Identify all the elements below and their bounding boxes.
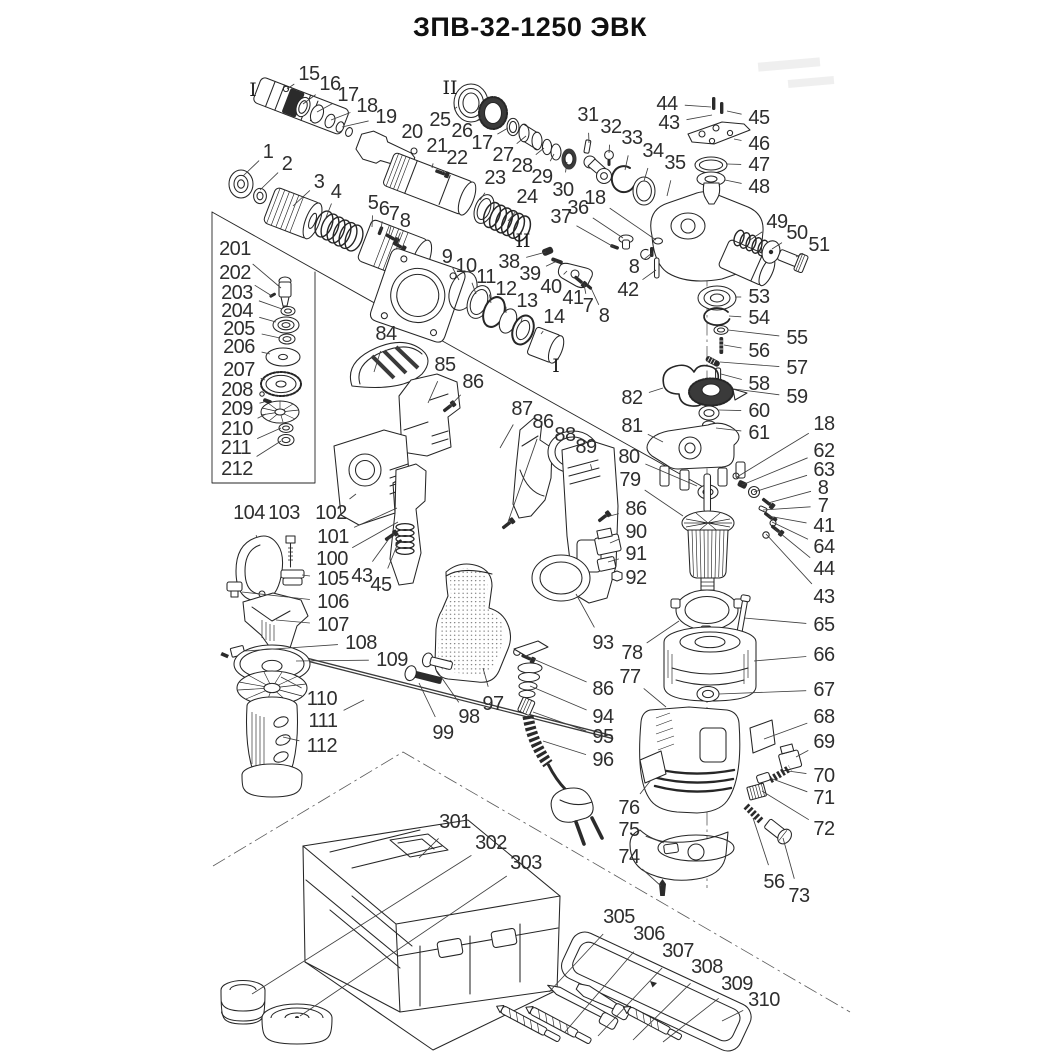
leader-line: [344, 700, 364, 710]
leader-line: [783, 838, 794, 879]
leader-line: [259, 317, 276, 322]
part-label: 29: [531, 166, 553, 188]
part-label: 74: [618, 846, 640, 868]
part-label: 110: [306, 688, 338, 710]
leader-line: [788, 771, 806, 774]
section-marker: I: [552, 355, 560, 377]
part-label: 93: [592, 632, 614, 654]
leader-line: [257, 428, 281, 439]
part-label: 84: [375, 323, 397, 345]
part-label: 75: [618, 819, 640, 841]
part-label: 16: [319, 73, 341, 95]
part-label: 8: [399, 210, 411, 232]
part-label: 76: [618, 797, 640, 819]
part-label: 70: [813, 765, 835, 787]
part-label: 102: [315, 502, 347, 524]
part-label: 43: [813, 586, 835, 608]
part-label: 310: [748, 989, 780, 1011]
leader-line: [253, 264, 281, 288]
part-label: 51: [808, 234, 830, 256]
leader-line: [260, 402, 265, 403]
leader-line: [609, 145, 610, 153]
leader-line: [744, 618, 806, 623]
part-label: 103: [268, 502, 300, 524]
leader-line: [775, 529, 810, 558]
part-label: 207: [223, 359, 255, 381]
part-label: 55: [786, 327, 808, 349]
part-label: 45: [370, 574, 392, 596]
part-label: 112: [306, 735, 338, 757]
part-label: 206: [223, 336, 255, 358]
leader-line: [342, 121, 369, 127]
part-label: 40: [540, 276, 562, 298]
part-label: 41: [562, 287, 584, 309]
part-label: 202: [219, 262, 251, 284]
leader-line: [577, 226, 615, 247]
leader-line: [530, 686, 587, 710]
part-label: 82: [621, 387, 643, 409]
part-label: 54: [748, 307, 770, 329]
leader-line: [372, 215, 373, 227]
part-label: 86: [625, 498, 647, 520]
part-label: 25: [429, 109, 451, 131]
part-label: 91: [625, 543, 647, 565]
section-marker: I: [249, 79, 257, 101]
part-label: 18: [813, 413, 835, 435]
leader-line: [260, 173, 278, 190]
part-label: 7: [817, 495, 829, 517]
part-label: 37: [550, 206, 572, 228]
leader-line: [719, 410, 741, 411]
part-label: 44: [813, 558, 835, 580]
part-label: 6: [378, 198, 390, 220]
part-label: 13: [516, 290, 538, 312]
part-label: 17: [471, 132, 493, 154]
part-label: 3: [313, 171, 325, 193]
part-label: 210: [221, 418, 253, 440]
part-label: 302: [475, 832, 507, 854]
part-label: 42: [617, 279, 639, 301]
motor-housing-group: [630, 707, 802, 896]
part-label: 53: [748, 286, 770, 308]
leader-line: [754, 475, 807, 492]
leader-line: [734, 139, 742, 141]
part-label: 41: [813, 515, 835, 537]
leader-line: [255, 285, 272, 296]
part-label: 56: [763, 871, 785, 893]
part-label: 60: [748, 400, 770, 422]
part-label: 79: [619, 469, 641, 491]
part-label: 48: [748, 176, 770, 198]
part-label: 201: [219, 238, 251, 260]
part-label: 106: [317, 591, 349, 613]
part-label: 71: [813, 787, 835, 809]
leader-line: [543, 741, 586, 755]
part-label: 5: [367, 192, 379, 214]
part-label: 111: [308, 710, 338, 732]
part-label: 46: [748, 133, 770, 155]
part-label: 14: [543, 306, 565, 328]
leader-line: [372, 536, 391, 562]
part-label: 209: [221, 398, 253, 420]
leader-line: [257, 441, 281, 457]
leader-line: [728, 330, 779, 336]
part-label: 309: [721, 973, 753, 995]
leader-line: [533, 712, 586, 731]
part-label: 78: [621, 642, 643, 664]
chuck-subassembly: [260, 277, 301, 446]
part-label: 15: [298, 63, 320, 85]
leader-line: [724, 345, 742, 348]
part-label: 107: [317, 614, 349, 636]
part-label: 101: [317, 526, 349, 548]
part-label: 69: [813, 731, 835, 753]
part-label: 18: [356, 95, 378, 117]
leader-line: [721, 374, 742, 380]
leader-line: [768, 491, 811, 503]
part-label: 305: [603, 906, 635, 928]
leader-line: [685, 105, 711, 107]
leader-line: [667, 180, 671, 196]
part-label: 44: [656, 93, 678, 115]
part-label: 72: [813, 818, 835, 840]
part-label: 56: [748, 340, 770, 362]
part-label: 47: [748, 154, 770, 176]
part-label: 64: [813, 536, 835, 558]
part-label: 86: [532, 411, 554, 433]
part-label: 85: [434, 354, 456, 376]
leader-line: [500, 425, 513, 449]
leader-line: [645, 490, 683, 516]
part-label: 59: [786, 386, 808, 408]
part-label: 50: [786, 222, 808, 244]
part-label: 88: [554, 424, 576, 446]
part-label: 27: [492, 144, 514, 166]
leader-line: [526, 252, 546, 257]
leader-line: [243, 161, 259, 176]
part-label: 23: [484, 167, 506, 189]
part-label: 80: [618, 446, 640, 468]
part-label: 9: [441, 246, 453, 268]
part-label: 100: [316, 548, 348, 570]
part-label: 30: [552, 179, 574, 201]
section-marker: II: [442, 77, 458, 99]
part-label: 32: [600, 116, 622, 138]
part-label: 90: [625, 521, 647, 543]
part-label: 92: [625, 567, 647, 589]
part-label: 57: [786, 357, 808, 379]
part-label: 67: [813, 679, 835, 701]
part-label: 38: [498, 251, 520, 273]
part-label: 39: [519, 263, 541, 285]
part-label: 205: [223, 318, 255, 340]
part-label: 8: [598, 305, 610, 327]
part-label: 87: [511, 398, 533, 420]
part-label: 301: [439, 811, 471, 833]
diagram-title: ЗПВ-32-1250 ЭВК: [412, 12, 648, 42]
part-label: 306: [633, 923, 665, 945]
part-label: 208: [221, 379, 253, 401]
leader-line: [729, 316, 741, 317]
leader-line: [262, 334, 280, 338]
part-label: 34: [642, 140, 664, 162]
part-label: 86: [462, 371, 484, 393]
part-label: 65: [813, 614, 835, 636]
part-label: 36: [567, 197, 589, 219]
part-label: 7: [582, 295, 594, 317]
leader-line: [644, 688, 666, 707]
part-label: 31: [577, 104, 599, 126]
leader-line: [687, 115, 713, 120]
part-label: 108: [345, 632, 377, 654]
part-label: 66: [813, 644, 835, 666]
leader-line: [754, 657, 806, 662]
part-label: 8: [628, 256, 640, 278]
leader-line: [727, 111, 742, 114]
part-label: 22: [446, 147, 468, 169]
part-label: 35: [664, 152, 686, 174]
leader-line: [720, 362, 779, 367]
leader-line: [593, 218, 623, 238]
part-label: 105: [317, 568, 349, 590]
part-label: 97: [482, 693, 504, 715]
leader-line: [610, 208, 656, 240]
part-label: 11: [476, 266, 496, 288]
part-label: 10: [455, 255, 477, 277]
part-label: 303: [510, 852, 542, 874]
leader-line: [725, 180, 742, 183]
side-handle-group: [220, 536, 310, 797]
part-label: 98: [458, 706, 480, 728]
part-label: 33: [621, 127, 643, 149]
part-label: 62: [813, 440, 835, 462]
part-label: 43: [658, 112, 680, 134]
part-label: 77: [619, 666, 641, 688]
part-label: 104: [233, 502, 265, 524]
part-label: 49: [766, 211, 788, 233]
part-label: 68: [813, 706, 835, 728]
part-label: 212: [221, 458, 253, 480]
part-label: 24: [516, 186, 538, 208]
part-label: 96: [592, 749, 614, 771]
part-label: 211: [220, 437, 252, 459]
cord-group: [514, 641, 602, 844]
part-label: 86: [592, 678, 614, 700]
part-label: 308: [691, 956, 723, 978]
part-label: 12: [495, 278, 517, 300]
part-label: 26: [451, 120, 473, 142]
part-label: 89: [575, 436, 597, 458]
part-label: 1: [262, 141, 274, 163]
watermark-smudge: [758, 57, 834, 88]
part-label: 19: [375, 106, 397, 128]
part-label: 204: [221, 300, 253, 322]
part-label: 17: [337, 84, 359, 106]
part-label: 2: [281, 153, 293, 175]
part-label: 63: [813, 459, 835, 481]
leader-line: [649, 388, 663, 393]
leader-line: [497, 128, 508, 134]
part-label: 4: [330, 181, 342, 203]
leader-line: [259, 301, 282, 309]
leader-line: [770, 778, 807, 792]
leader-line: [766, 534, 812, 584]
part-label: 58: [748, 373, 770, 395]
part-label: 7: [388, 203, 400, 225]
part-label: 307: [662, 940, 694, 962]
part-label: 94: [592, 706, 614, 728]
part-label: 61: [748, 422, 770, 444]
part-label: 99: [432, 722, 454, 744]
part-label: 81: [621, 415, 643, 437]
part-label: 203: [221, 282, 253, 304]
part-label: 45: [748, 107, 770, 129]
part-label: 73: [788, 885, 810, 907]
part-label: 21: [426, 135, 448, 157]
part-label: 28: [511, 155, 533, 177]
leader-line: [762, 791, 809, 820]
leader-line: [742, 458, 808, 485]
part-label: 8: [817, 477, 829, 499]
part-label: 20: [401, 121, 423, 143]
leader-line: [546, 261, 557, 266]
part-label: 95: [592, 726, 614, 748]
part-label: 43: [351, 565, 373, 587]
part-label: 18: [584, 187, 606, 209]
part-label: 109: [376, 649, 408, 671]
section-marker: II: [515, 230, 531, 252]
